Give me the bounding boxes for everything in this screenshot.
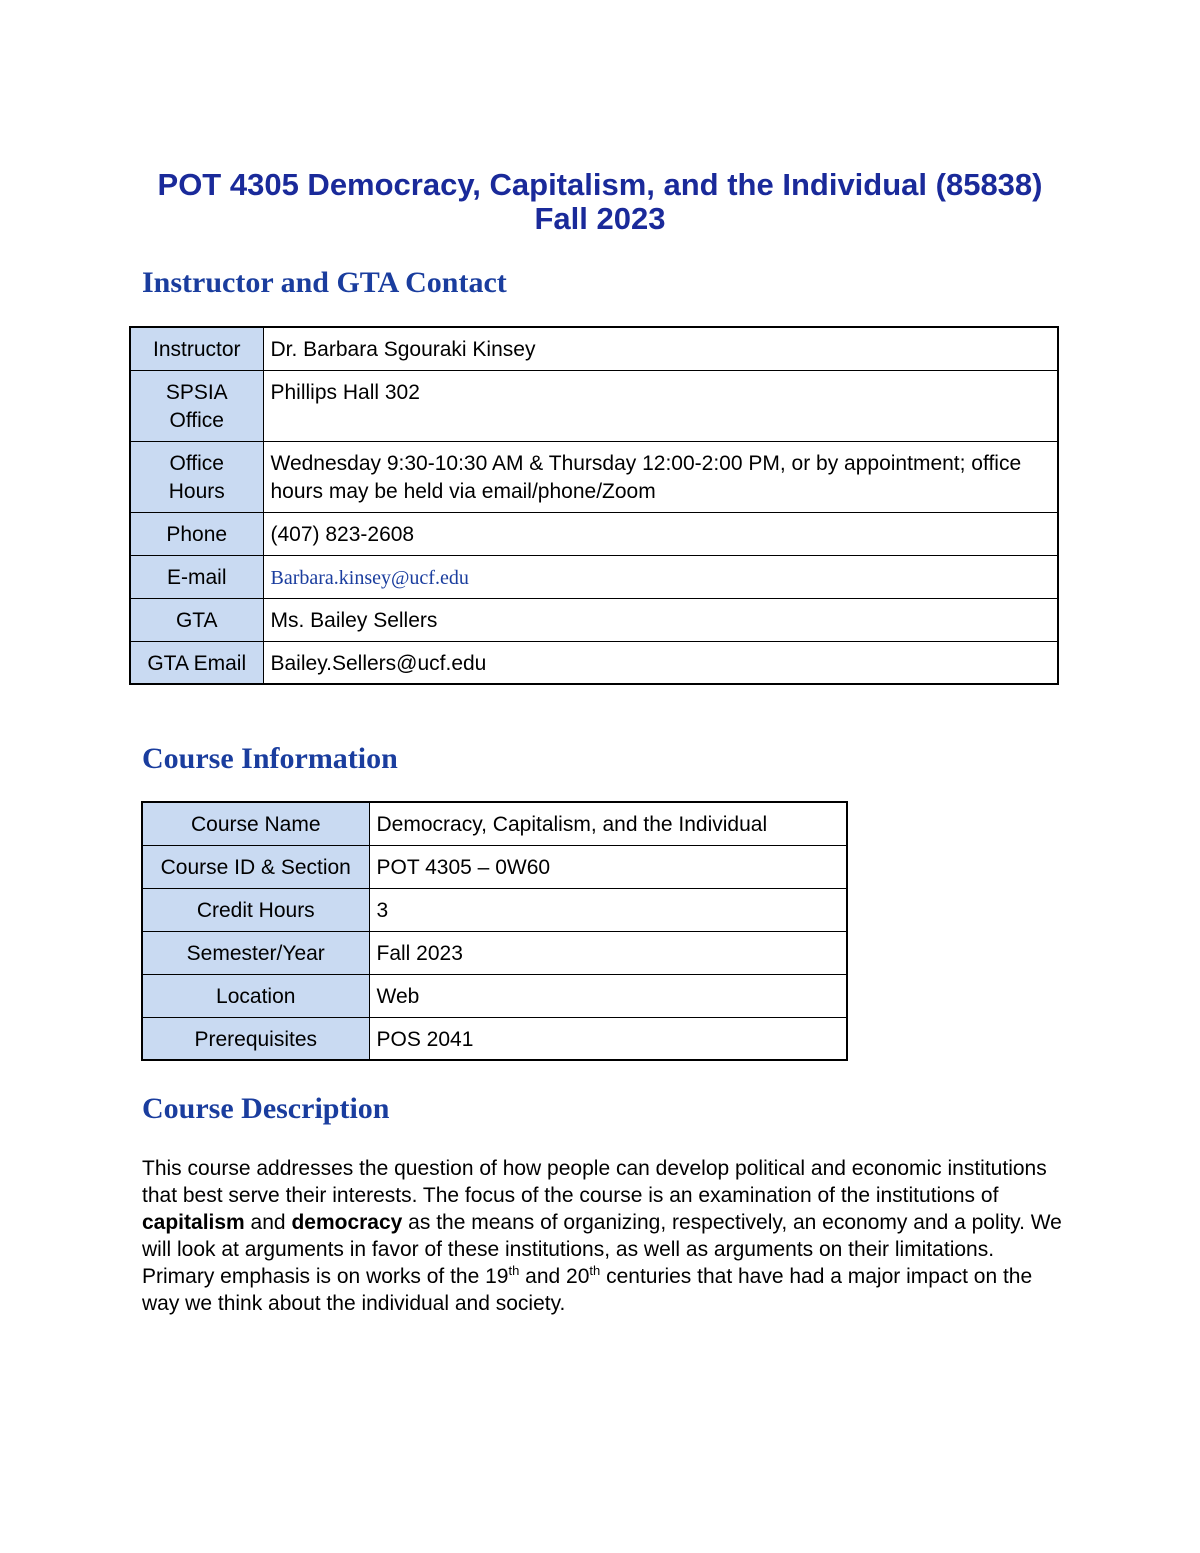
document-term: Fall 2023 (534, 201, 666, 236)
row-value-phone: (407) 823-2608 (263, 512, 1058, 555)
course-info-heading: Course Information (142, 742, 398, 775)
row-label-instructor: Instructor (130, 327, 263, 370)
row-label-course-id: Course ID & Section (142, 845, 369, 888)
row-label-email: E-mail (130, 555, 263, 598)
table-row (130, 327, 1058, 370)
row-value-instructor: Dr. Barbara Sgouraki Kinsey (263, 327, 1058, 370)
table-row (142, 931, 847, 974)
row-value-semester: Fall 2023 (369, 931, 847, 974)
course-info-table (141, 801, 848, 1061)
table-row (130, 441, 1058, 512)
row-value-office: Phillips Hall 302 (263, 370, 1058, 441)
table-row (130, 555, 1058, 598)
row-label-phone: Phone (130, 512, 263, 555)
row-label-office: SPSIA Office (130, 370, 263, 441)
row-label-location: Location (142, 974, 369, 1017)
table-row (130, 370, 1058, 441)
table-row (142, 802, 847, 845)
table-row (130, 598, 1058, 641)
table-row (142, 845, 847, 888)
row-label-semester: Semester/Year (142, 931, 369, 974)
row-value-prerequisites: POS 2041 (369, 1017, 847, 1060)
course-description-text: This course addresses the question of how people can develop political and economic institutions that best serve their interests. The focus of the course is an examination of the institutions of capitalism and democracy as the means of organizing, respectively, an economy and a polity. We will look at arguments in favor of these institutions, as well as arguments on their limitations. Primary emphasis is on works of the 19th and 20th centuries that have had a major impact on the way we think about the individual and society. (142, 1157, 1062, 1315)
row-value-credit-hours: 3 (369, 888, 847, 931)
row-value-location: Web (369, 974, 847, 1017)
row-value-office-hours: Wednesday 9:30-10:30 AM & Thursday 12:00-2:00 PM, or by appointment; office hours may be held via email/phone/Zoom (263, 441, 1058, 512)
row-label-credit-hours: Credit Hours (142, 888, 369, 931)
table-row (130, 512, 1058, 555)
course-description-heading: Course Description (142, 1092, 390, 1125)
table-row (142, 1017, 847, 1060)
table-row (142, 888, 847, 931)
row-value-course-id: POT 4305 – 0W60 (369, 845, 847, 888)
row-value-gta-email: Bailey.Sellers@ucf.edu (263, 641, 1058, 684)
row-value-gta: Ms. Bailey Sellers (263, 598, 1058, 641)
row-value-email (263, 555, 1058, 598)
instructor-email-link[interactable]: Barbara.kinsey@ucf.edu (270, 566, 469, 589)
contact-heading: Instructor and GTA Contact (142, 266, 507, 299)
row-value-course-name: Democracy, Capitalism, and the Individual (369, 802, 847, 845)
contact-table (129, 326, 1059, 685)
document-title: POT 4305 Democracy, Capitalism, and the Individual (85838) (157, 167, 1043, 202)
row-label-office-hours: Office Hours (130, 441, 263, 512)
row-label-prerequisites: Prerequisites (142, 1017, 369, 1060)
row-label-course-name: Course Name (142, 802, 369, 845)
table-row (142, 974, 847, 1017)
row-label-gta-email: GTA Email (130, 641, 263, 684)
table-row (130, 641, 1058, 684)
row-label-gta: GTA (130, 598, 263, 641)
